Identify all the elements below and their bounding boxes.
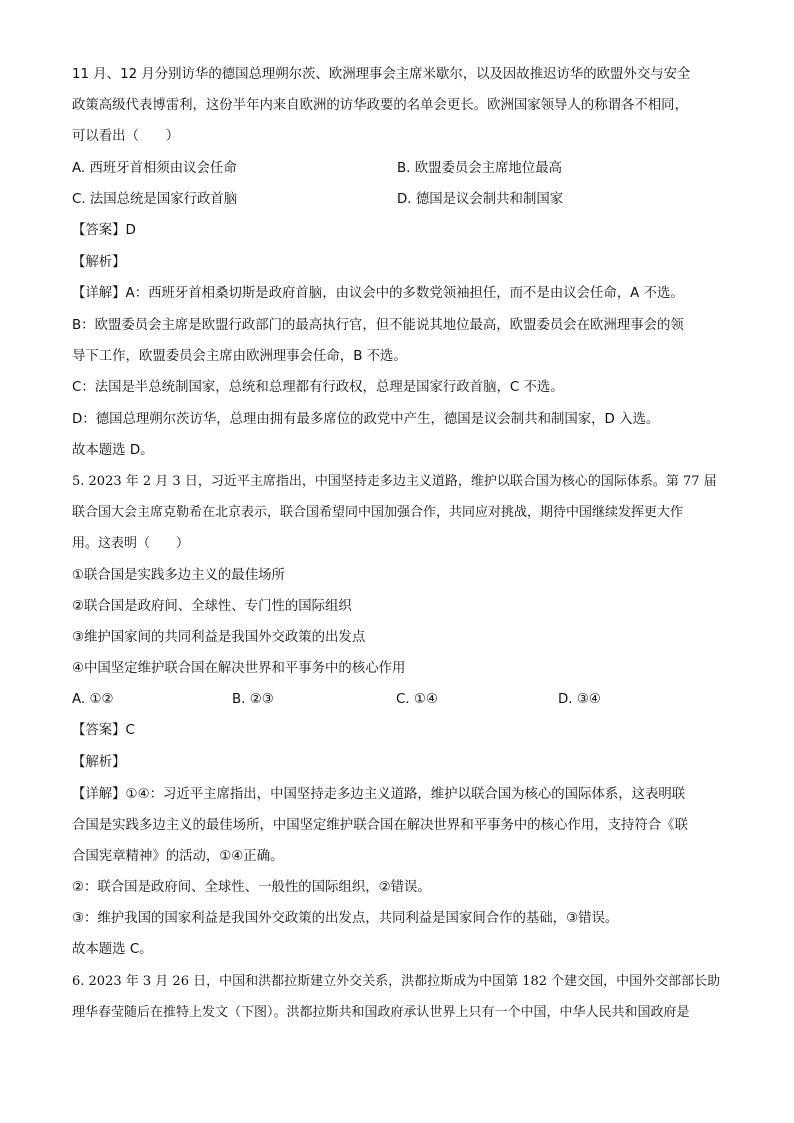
q4-stem-line-2: 政策高级代表博雷利，这份半年内来自欧洲的访华政要的名单会更长。欧洲国家领导人的称谓各不相同，: [72, 98, 688, 113]
q6-stem-line-1: 6. 2023 年 3 月 26 日，中国和洪都拉斯建立外交关系，洪都拉斯成为中国第 182 个建交国，中国外交部部长助: [72, 974, 721, 989]
q5-option-b: B. ②③: [232, 692, 274, 707]
q5-item-1: ①联合国是实践多边主义的最佳场所: [72, 568, 285, 583]
q4-stem-line-3: 可以看出（ ）: [72, 129, 180, 144]
q4-detail-line-1: 【详解】A：西班牙首相桑切斯是政府首脑，由议会中的多数党领袖担任，而不是由议会任命，A 不选。: [72, 286, 684, 301]
q4-stem-line-1: 11 月、12 月分别访华的德国总理朔尔茨、欧洲理事会主席米歇尔，以及因故推迟访华的欧盟外交与安全: [72, 67, 691, 82]
q5-item-2: ②联合国是政府间、全球性、专门性的国际组织: [72, 599, 352, 614]
q5-detail-line-2: 合国是实践多边主义的最佳场所，中国坚定维护联合国在解决世界和平事务中的核心作用，支持符合《联: [72, 818, 688, 833]
q5-stem-line-1: 5. 2023 年 2 月 3 日，习近平主席指出，中国坚持走多边主义道路，维护以联合国为核心的国际体系。第 77 届: [72, 474, 717, 489]
q4-detail-line-5: D：德国总理朔尔茨访华，总理由拥有最多席位的政党中产生，德国是议会制共和制国家，D 入选。: [72, 412, 660, 427]
q5-option-a: A. ①②: [72, 692, 114, 707]
q4-option-b: B. 欧盟委员会主席地位最高: [397, 161, 562, 176]
q5-item-3: ③维护国家间的共同利益是我国外交政策的出发点: [72, 630, 366, 645]
q4-answer: 【答案】D: [72, 223, 136, 238]
q4-detail-line-4: C：法国是半总统制国家，总统和总理都有行政权，总理是国家行政首脑，C 不选。: [72, 380, 564, 395]
q4-option-a: A. 西班牙首相须由议会任命: [72, 161, 237, 176]
q5-conclusion: 故本题选 C。: [72, 942, 153, 957]
q5-detail-line-4: ②：联合国是政府间、全球性、一般性的国际组织，②错误。: [72, 880, 431, 895]
q5-analysis-label: 【解析】: [72, 755, 126, 770]
q4-detail-line-3: 导下工作，欧盟委员会主席由欧洲理事会任命，B 不选。: [72, 349, 407, 364]
q5-stem-line-2: 联合国大会主席克勒希在北京表示，联合国希望同中国加强合作，共同应对挑战，期待中国继续发挥更大作: [72, 505, 684, 520]
q4-analysis-label: 【解析】: [72, 255, 126, 270]
q4-option-c: C. 法国总统是国家行政首脑: [72, 192, 238, 207]
q5-item-4: ④中国坚定维护联合国在解决世界和平事务中的核心作用: [72, 661, 406, 676]
q5-option-c: C. ①④: [396, 692, 438, 707]
q5-option-d: D. ③④: [558, 692, 601, 707]
q4-detail-line-2: B：欧盟委员会主席是欧盟行政部门的最高执行官，但不能说其地位最高，欧盟委员会在欧洲理事会的领: [72, 318, 684, 333]
q5-detail-line-1: 【详解】①④：习近平主席指出，中国坚持走多边主义道路，维护以联合国为核心的国际体系，这表明联: [72, 787, 686, 802]
q5-answer: 【答案】C: [72, 723, 135, 738]
q5-detail-line-5: ③：维护我国的国家利益是我国外交政策的出发点，共同利益是国家间合作的基础，③错误。: [72, 911, 619, 926]
q5-detail-line-3: 合国宪章精神》的活动，①④正确。: [72, 849, 284, 864]
q4-conclusion: 故本题选 D。: [72, 443, 154, 458]
q6-stem-line-2: 理华春莹随后在推特上发文（下图）。洪都拉斯共和国政府承认世界上只有一个中国，中华人民共和国政府是: [72, 1005, 690, 1020]
q4-option-d: D. 德国是议会制共和制国家: [397, 192, 564, 207]
q5-stem-line-3: 用。这表明（ ）: [72, 536, 190, 551]
